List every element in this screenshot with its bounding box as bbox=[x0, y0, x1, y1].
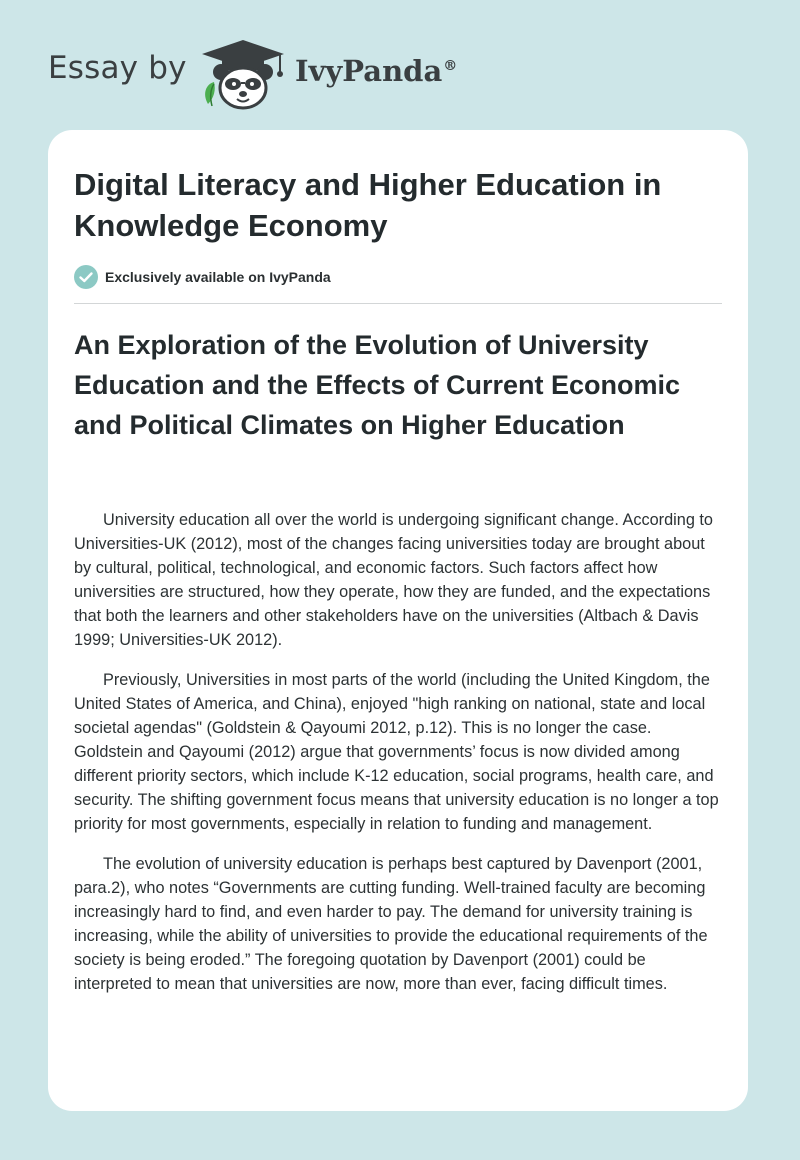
badge-label: Exclusively available on IvyPanda bbox=[105, 269, 331, 285]
paragraph: The evolution of university education is perhaps best captured by Davenport (2001, para.2), who notes “Governments are cutting funding. Well-trained faculty are becoming increasingly hard to find, and even harder to pay. The demand for university training is increasing, while the ability of universities to provide the educational requirements of the society is being eroded.” The foregoing quotation by Davenport (2001) could be interpreted to mean that universities are now, more than ever, facing difficult times. bbox=[74, 855, 708, 993]
registered-mark: ® bbox=[443, 58, 458, 75]
page-title: Digital Literacy and Higher Education in Knowledge Economy bbox=[74, 167, 662, 243]
brand-prefix: Essay by bbox=[48, 50, 187, 86]
paragraph: Previously, Universities in most parts of the world (including the United Kingdom, the United States of America, and China), enjoyed "high ranking on national, state and local societal agendas" (Goldstein & Qayoumi 2012, p.12). This is no longer the case. Goldstein and Qayoumi (2012) argue that governments’ focus is now divided among different priority sectors, which include K-12 education, social programs, health care, and security. The shifting government focus means that university education is no longer a top priority for most governments, especially in relation to funding and management. bbox=[74, 671, 719, 833]
check-circle-icon bbox=[74, 265, 98, 289]
brand-name-text: IvyPanda bbox=[295, 54, 443, 88]
site-header bbox=[0, 0, 800, 130]
exclusive-badge bbox=[74, 264, 331, 290]
brand-name[interactable] bbox=[295, 54, 457, 88]
essay-subtitle: An Exploration of the Evolution of University Education and the Effects of Current Economic and Political Climates on Higher Education bbox=[74, 330, 681, 440]
paragraph: University education all over the world is undergoing significant change. According to Universities-UK (2012), most of the changes facing universities today are brought about by cultural, political, technological, and economic factors. Such factors affect how universities are structured, how they operate, how they are funded, and the expectations that both the learners and other stakeholders have on the universities (Altbach & Davis 1999; Universities-UK 2012). bbox=[74, 511, 713, 649]
divider bbox=[74, 303, 722, 304]
panda-graduate-icon[interactable] bbox=[200, 38, 286, 110]
essay-body bbox=[74, 508, 724, 1012]
essay-card bbox=[48, 130, 748, 1111]
